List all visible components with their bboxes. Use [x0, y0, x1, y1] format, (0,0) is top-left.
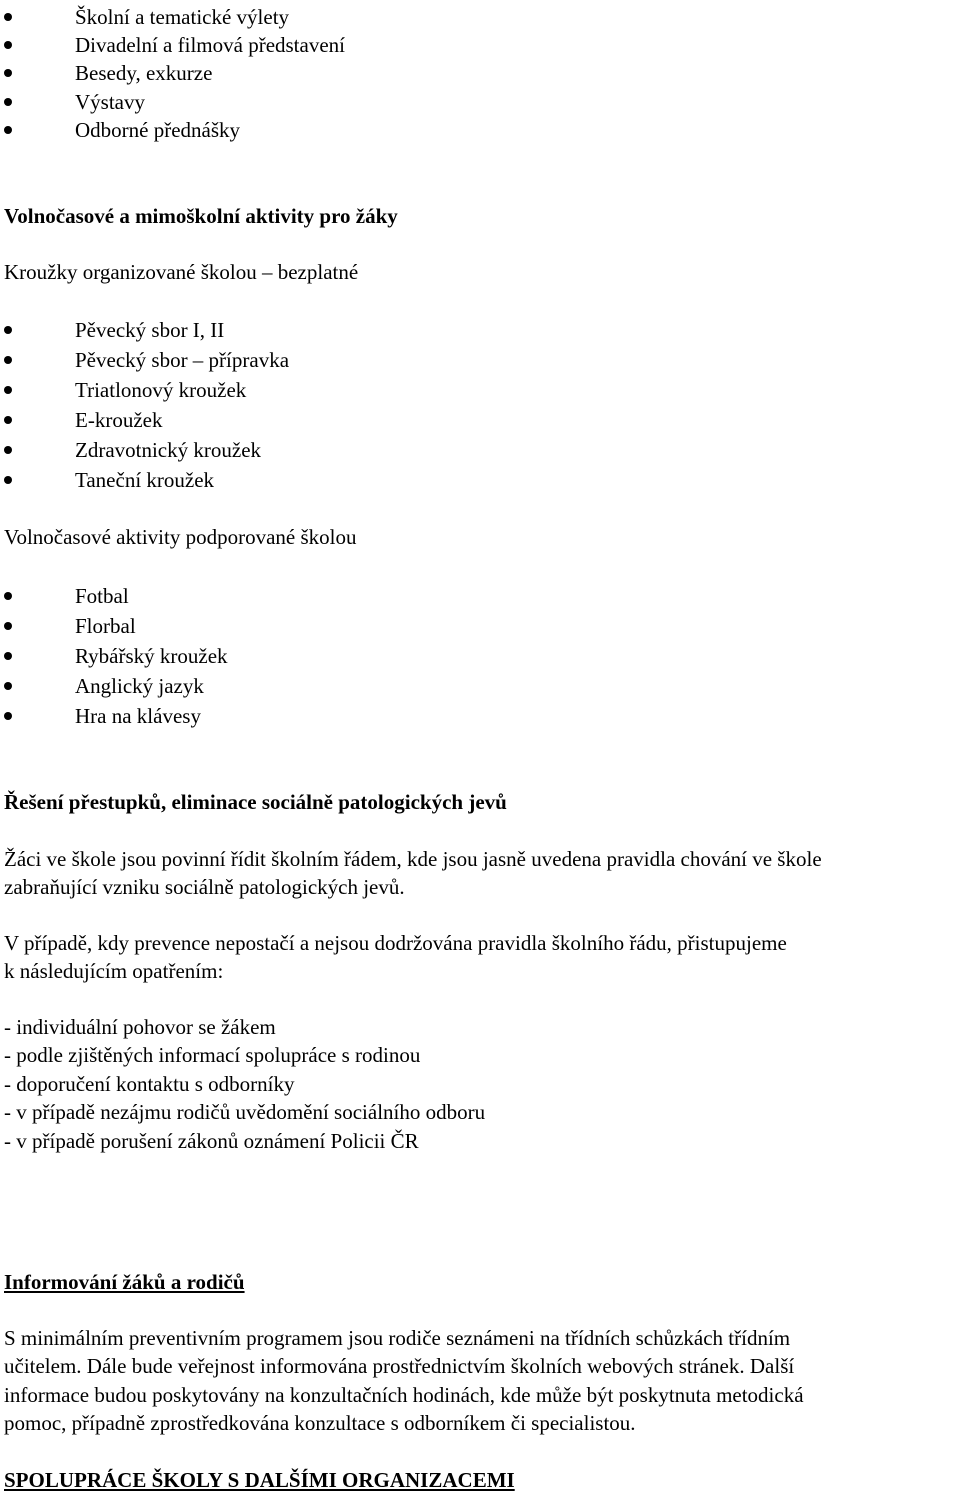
list-item: Odborné přednášky [4, 116, 960, 144]
list-item: Triatlonový kroužek [4, 375, 960, 405]
paragraph [4, 845, 960, 902]
section-heading: Informování žáků a rodičů [4, 1270, 245, 1294]
list-item: Taneční kroužek [4, 465, 960, 495]
list-item: - v případě nezájmu rodičů uvědomění sociálního odboru [4, 1100, 486, 1125]
paragraph [4, 1324, 960, 1438]
school-clubs-list [4, 315, 960, 495]
list-item: E-kroužek [4, 405, 960, 435]
paragraph-line: pomoc, případně zprostředkována konzultace s odborníkem či specialistou. [4, 1411, 636, 1436]
list-item: Pěvecký sbor – přípravka [4, 345, 960, 375]
paragraph-line: k následujícím opatřením: [4, 959, 224, 984]
paragraph-line: zabraňující vzniku sociálně patologických jevů. [4, 875, 405, 900]
section-heading: Volnočasové a mimoškolní aktivity pro žáky [4, 204, 398, 228]
list-item: - doporučení kontaktu s odborníky [4, 1071, 295, 1096]
section-heading: SPOLUPRÁCE ŠKOLY S DALŠÍMI ORGANIZACEMI [4, 1468, 515, 1492]
activities-list [4, 3, 960, 144]
subheading: Kroužky organizované školou – bezplatné [4, 260, 359, 284]
list-item: Školní a tematické výlety [4, 3, 960, 31]
list-item: Hra na klávesy [4, 701, 960, 731]
paragraph-line: informace budou poskytovány na konzultačních hodinách, kde může být poskytnuta metodická [4, 1382, 804, 1407]
paragraph-line: Žáci ve škole jsou povinní řídit školním řádem, kde jsou jasně uvedena pravidla chování ve škole [4, 847, 822, 871]
paragraph-line: V případě, kdy prevence nepostačí a nejsou dodržována pravidla školního řádu, přistupujeme [4, 931, 787, 955]
list-item: Rybářský kroužek [4, 641, 960, 671]
supported-activities-list [4, 581, 960, 731]
list-item: Florbal [4, 611, 960, 641]
list-item: Fotbal [4, 581, 960, 611]
section-heading: Řešení přestupků, eliminace sociálně patologických jevů [4, 790, 507, 814]
list-item: Pěvecký sbor I, II [4, 315, 960, 345]
subheading: Volnočasové aktivity podporované školou [4, 525, 357, 549]
list-item: - v případě porušení zákonů oznámení Policii ČR [4, 1128, 419, 1153]
list-item: Zdravotnický kroužek [4, 435, 960, 465]
list-item: Anglický jazyk [4, 671, 960, 701]
paragraph-line: S minimálním preventivním programem jsou rodiče seznámeni na třídních schůzkách třídním [4, 1326, 791, 1350]
list-item: Výstavy [4, 88, 960, 116]
paragraph-line: učitelem. Dále bude veřejnost informována prostřednictvím školních webových stránek. Další [4, 1354, 795, 1379]
list-item: - individuální pohovor se žákem [4, 1015, 276, 1039]
list-item: Besedy, exkurze [4, 59, 960, 87]
list-item: Divadelní a filmová představení [4, 31, 960, 59]
list-item: - podle zjištěných informací spolupráce s rodinou [4, 1043, 421, 1068]
paragraph [4, 929, 960, 986]
measures-list [4, 1013, 960, 1155]
